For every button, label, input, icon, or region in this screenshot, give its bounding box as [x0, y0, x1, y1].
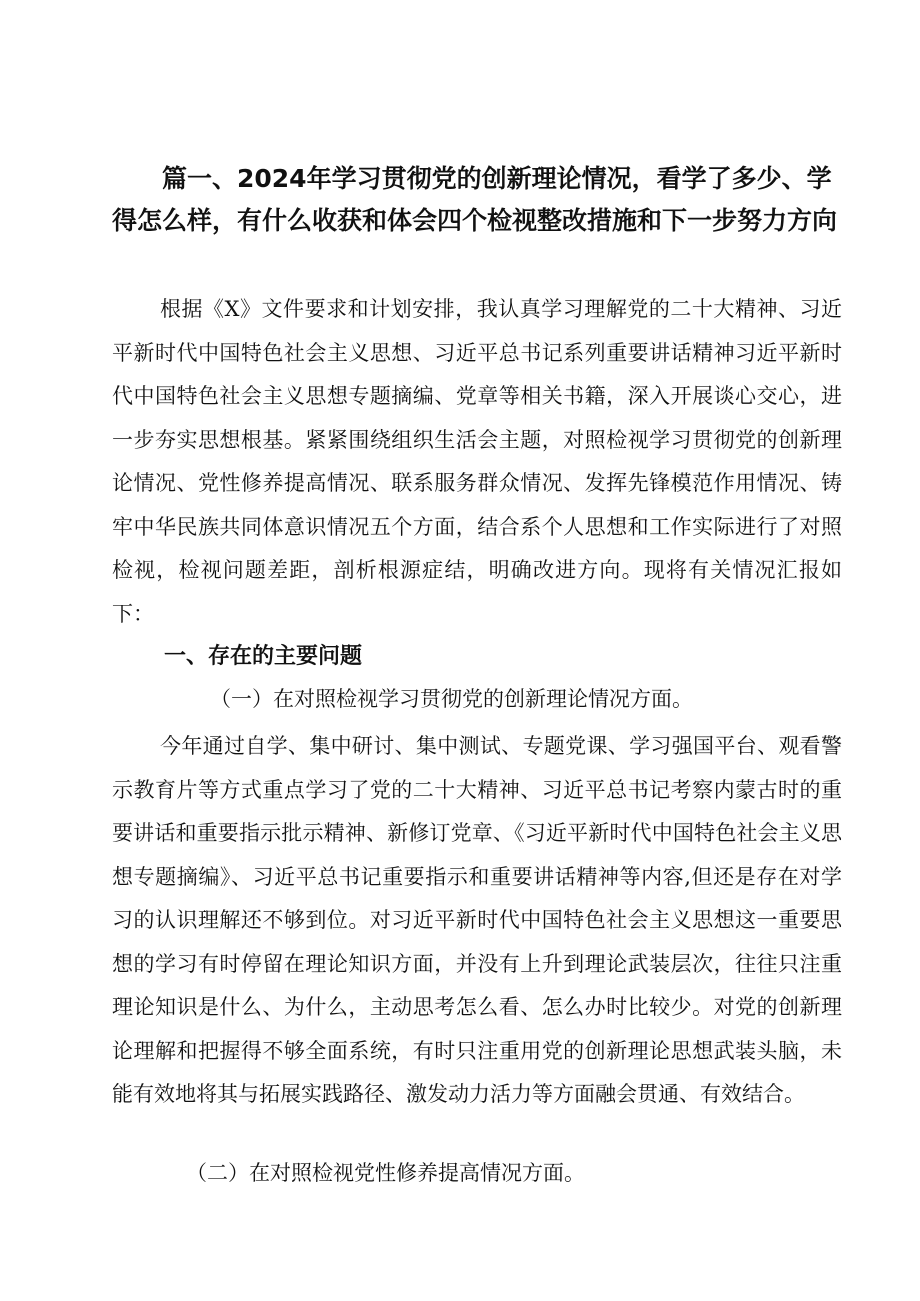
intro-paragraph: 根据《X》文件要求和计划安排，我认真学习理解党的二十大精神、习近平新时代中国特色社会主义思想、习近平总书记系列重要讲话精神习近平新时代中国特色社会主义思想专题摘编、党章等相关书籍，深入开展谈心交心，进一步夯实思想根基。紧紧围绕组织生活会主题，对照检视学习贯彻党的创新理论情况、党性修养提高情况、联系服务群众情况、发挥先锋模范作用情况、铸牢中华民族共同体意识情况五个方面，结合系个人思想和工作实际进行了对照检视，检视问题差距，剖析根源症结，明确改进方向。现将有关情况汇报如下：: [112, 297, 842, 626]
section-heading-problems: 一、存在的主要问题: [164, 644, 363, 669]
subsection-heading-theory: （一）在对照检视学习贯彻党的创新理论情况方面。: [210, 687, 693, 711]
theory-study-paragraph: 今年通过自学、集中研讨、集中测试、专题党课、学习强国平台、观看警示教育片等方式重点学习了党的二十大精神、习近平总书记考察内蒙古时的重要讲话和重要指示批示精神、新修订党章、《习近平新时代中国特色社会主义思想专题摘编》、习近平总书记重要指示和重要讲话精神等内容,但还是存在对学习的认识理解还不够到位。对习近平新时代中国特色社会主义思想这一重要思想的学习有时停留在理论知识方面，并没有上升到理论武装层次，往往只注重理论知识是什么、为什么，主动思考怎么看、怎么办时比较少。对党的创新理论理解和把握得不够全面系统，有时只注重用党的创新理论思想武装头脑，未能有效地将其与拓展实践路径、激发动力活力等方面融会贯通、有效结合。: [112, 734, 842, 1106]
subsection-heading-party-spirit: （二）在对照检视党性修养提高情况方面。: [186, 1161, 585, 1185]
document-title: 篇一、2024年学习贯彻党的创新理论情况，看学了多少、学得怎么样，有什么收获和体会四个检视整改措施和下一步努力方向: [112, 164, 838, 235]
